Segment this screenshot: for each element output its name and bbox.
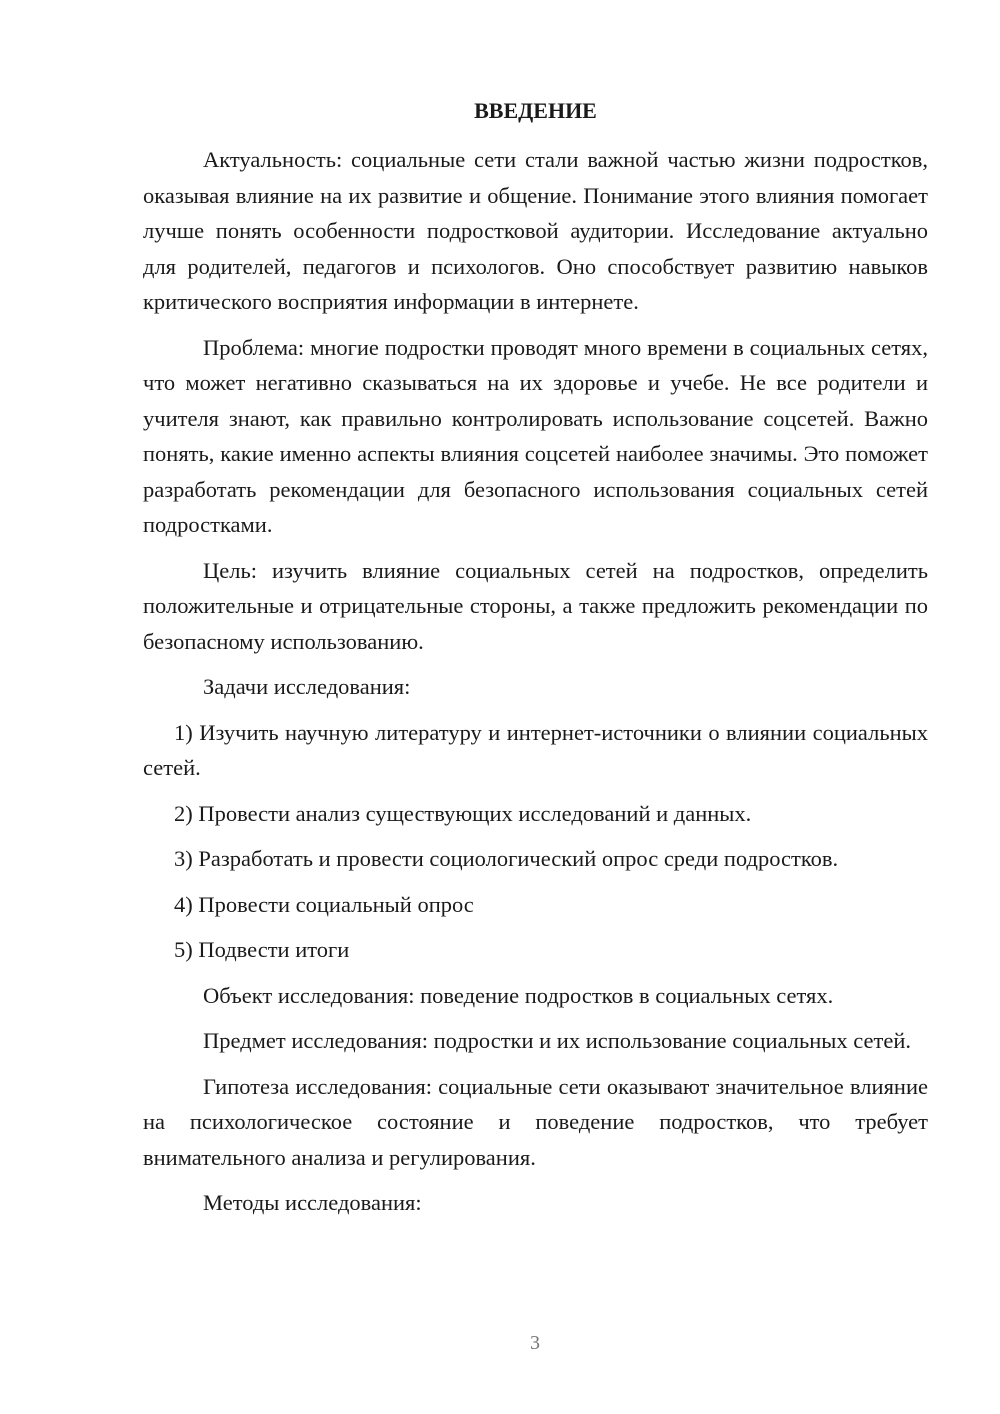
problem-paragraph: Проблема: многие подростки проводят много времени в социальных сетях, что может негативно сказываться на их здоровье и учебе. Не все родители и учителя знают, как правильно контролировать использование соцсетей. Важно понять, какие именно аспекты влияния соцсетей наиболее значимы. Это поможет разработать рекомендации для безопасного использования социальных сетей подростками. — [143, 334, 928, 537]
subject-paragraph: Предмет исследования: подростки и их использование социальных сетей. — [203, 1028, 912, 1053]
task-item-1: 1) Изучить научную литературу и интернет-источники о влиянии социальных сетей. — [143, 719, 928, 780]
task-item-4: 4) Провести социальный опрос — [174, 891, 474, 917]
goal-paragraph: Цель: изучить влияние социальных сетей на подростков, определить положительные и отрицательные стороны, а также предложить рекомендации по безопасному использованию. — [143, 557, 928, 654]
task-item-2: 2) Провести анализ существующих исследований и данных. — [174, 800, 752, 826]
hypothesis-paragraph: Гипотеза исследования: социальные сети оказывают значительное влияние на психологическое состояние и поведение подростков, что требует внимательного анализа и регулирования. — [143, 1073, 928, 1170]
object-paragraph: Объект исследования: поведение подростков в социальных сетях. — [203, 982, 834, 1008]
task-item-3: 3) Разработать и провести социологический опрос среди подростков. — [174, 846, 839, 871]
document-body — [143, 142, 928, 1231]
task-item-5: 5) Подвести итоги — [174, 937, 350, 962]
page-title: ВВЕДЕНИЕ — [474, 98, 597, 123]
tasks-title: Задачи исследования: — [203, 674, 411, 699]
relevance-paragraph: Актуальность: социальные сети стали важной частью жизни подростков, оказывая влияние на их развитие и общение. Понимание этого влияния помогает лучше понять особенности подростковой аудитории. Исследование актуально для родителей, педагогов и психологов. Оно способствует развитию навыков критического восприятия информации в интернете. — [143, 147, 928, 314]
page-number: 3 — [530, 1332, 540, 1354]
methods-title: Методы исследования: — [203, 1190, 422, 1215]
